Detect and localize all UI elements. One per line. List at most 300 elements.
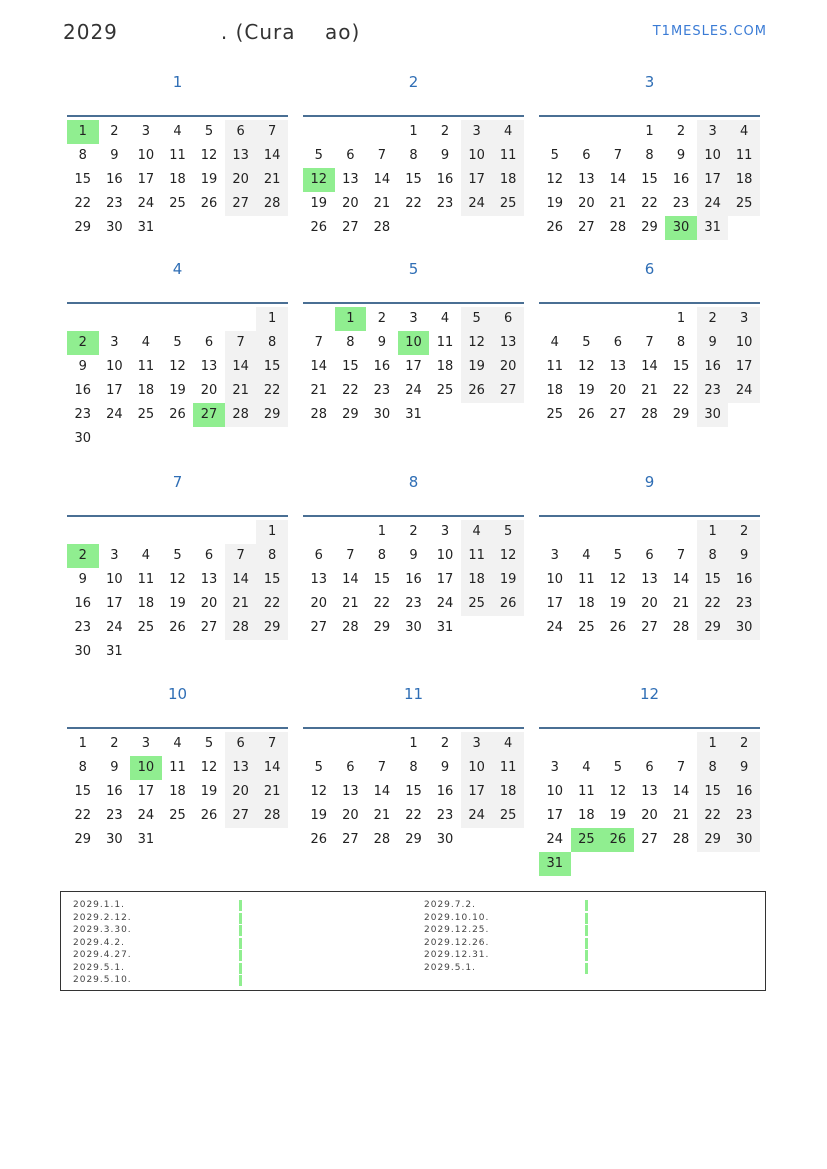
day-cell: 2 xyxy=(728,732,760,756)
day-cell: 25 xyxy=(492,804,524,828)
day-cell: 9 xyxy=(409,548,418,563)
day-cell: 11 xyxy=(492,144,524,168)
day-cell: 29 xyxy=(697,828,729,852)
day-cell: 20 xyxy=(641,596,658,611)
day-cell: 19 xyxy=(578,383,595,398)
day-cell: 21 xyxy=(672,596,690,611)
day-cell: 29 xyxy=(74,832,92,847)
day-cell: 17 xyxy=(137,784,155,799)
day-cell: 18 xyxy=(137,383,155,398)
day-cell: 19 xyxy=(492,568,524,592)
day-cell: 16 xyxy=(728,568,760,592)
day-cell: 31 xyxy=(137,220,155,235)
day-cell: 28 xyxy=(256,804,288,828)
day-cell: 6 xyxy=(225,732,257,756)
day-cell: 23 xyxy=(405,596,422,611)
day-cell: 16 xyxy=(436,784,454,799)
day-cell: 1 xyxy=(377,524,387,539)
day-cell: 22 xyxy=(74,196,92,211)
holiday-day-cell: 1 xyxy=(335,307,367,331)
day-cell: 4 xyxy=(173,736,182,751)
day-cell: 4 xyxy=(550,335,559,350)
day-cell: 24 xyxy=(106,620,123,635)
legend-date: 2029.7.2. xyxy=(424,900,476,910)
day-cell: 20 xyxy=(200,383,218,398)
day-cell: 5 xyxy=(314,760,323,775)
day-cell: 13 xyxy=(200,572,218,587)
day-cell: 16 xyxy=(672,172,690,187)
day-cell: 21 xyxy=(672,808,690,823)
day-cell: 30 xyxy=(373,407,391,422)
day-cell: 15 xyxy=(373,572,391,587)
month-title: 10 xyxy=(167,685,188,703)
day-cell: 20 xyxy=(342,196,359,211)
day-cell: 4 xyxy=(582,760,591,775)
day-cell: 14 xyxy=(373,172,391,187)
day-cell: 7 xyxy=(377,760,387,775)
day-cell: 2 xyxy=(697,307,729,331)
day-cell: 13 xyxy=(200,359,218,374)
day-cell: 1 xyxy=(256,520,288,544)
day-cell: 17 xyxy=(436,572,454,587)
day-cell: 20 xyxy=(609,383,627,398)
day-cell: 26 xyxy=(310,220,328,235)
day-cell: 21 xyxy=(373,196,391,211)
day-cell: 27 xyxy=(578,220,595,235)
day-cell: 12 xyxy=(492,544,524,568)
day-cell: 27 xyxy=(609,407,627,422)
holiday-day-cell: 27 xyxy=(193,403,225,427)
day-cell: 29 xyxy=(342,407,359,422)
legend-date: 2029.1.1. xyxy=(73,900,125,910)
day-cell: 20 xyxy=(492,355,524,379)
day-cell: 28 xyxy=(373,832,391,847)
day-cell: 3 xyxy=(697,120,729,144)
day-cell: 8 xyxy=(256,544,288,568)
day-cell: 18 xyxy=(728,168,760,192)
day-cell: 30 xyxy=(436,832,454,847)
legend-date: 2029.10.10. xyxy=(424,912,490,923)
day-cell: 2 xyxy=(110,736,119,751)
day-cell: 27 xyxy=(492,379,524,403)
day-cell: 28 xyxy=(310,407,328,422)
day-cell: 9 xyxy=(78,572,87,587)
day-cell: 23 xyxy=(106,808,123,823)
day-cell: 4 xyxy=(141,548,151,563)
holiday-day-cell: 25 xyxy=(571,828,603,852)
day-cell: 25 xyxy=(137,407,155,422)
day-cell: 13 xyxy=(310,572,328,587)
day-cell: 6 xyxy=(645,760,654,775)
month-divider xyxy=(303,302,524,304)
day-cell: 22 xyxy=(697,804,729,828)
day-cell: 16 xyxy=(106,172,123,187)
day-cell: 15 xyxy=(697,780,729,804)
day-cell: 28 xyxy=(225,403,257,427)
day-cell: 31 xyxy=(405,407,422,422)
day-cell: 5 xyxy=(204,736,214,751)
day-cell: 6 xyxy=(645,548,654,563)
holiday-day-cell: 2 xyxy=(67,544,99,568)
holiday-color-marker xyxy=(239,900,242,911)
day-cell: 17 xyxy=(546,596,564,611)
day-cell: 14 xyxy=(342,572,359,587)
day-cell: 14 xyxy=(225,355,257,379)
day-cell: 21 xyxy=(373,808,391,823)
legend-date: 2029.12.31. xyxy=(424,950,490,960)
day-cell: 12 xyxy=(310,784,328,799)
month-divider xyxy=(67,115,288,117)
day-cell: 17 xyxy=(546,808,564,823)
brand-logo[interactable]: T1MESLES.COM xyxy=(652,24,767,39)
day-cell: 12 xyxy=(609,572,627,587)
day-cell: 28 xyxy=(225,616,257,640)
day-cell: 6 xyxy=(225,120,257,144)
day-cell: 17 xyxy=(405,359,422,374)
day-cell: 4 xyxy=(141,335,151,350)
day-cell: 24 xyxy=(728,379,760,403)
day-cell: 24 xyxy=(436,596,454,611)
day-cell: 17 xyxy=(106,596,123,611)
day-cell: 3 xyxy=(110,548,119,563)
day-cell: 3 xyxy=(141,736,151,751)
day-cell: 11 xyxy=(578,572,595,587)
day-cell: 5 xyxy=(314,148,323,163)
day-cell: 4 xyxy=(440,311,450,326)
day-cell: 26 xyxy=(578,407,595,422)
day-cell: 12 xyxy=(169,359,186,374)
day-cell: 15 xyxy=(74,172,92,187)
day-cell: 7 xyxy=(613,148,623,163)
legend-date: 2029.2.12. xyxy=(73,912,132,923)
month-title: 9 xyxy=(644,473,655,491)
day-cell: 25 xyxy=(492,192,524,216)
day-cell: 25 xyxy=(578,620,595,635)
day-cell: 20 xyxy=(641,808,658,823)
day-cell: 9 xyxy=(728,544,760,568)
day-cell: 14 xyxy=(256,756,288,780)
day-cell: 16 xyxy=(373,359,391,374)
day-cell: 14 xyxy=(256,144,288,168)
day-cell: 26 xyxy=(169,620,186,635)
day-cell: 12 xyxy=(200,760,218,775)
day-cell: 28 xyxy=(672,620,690,635)
day-cell: 3 xyxy=(440,524,450,539)
day-cell: 17 xyxy=(697,168,729,192)
day-cell: 23 xyxy=(436,808,454,823)
day-cell: 7 xyxy=(645,335,654,350)
day-cell: 26 xyxy=(461,379,493,403)
day-cell: 14 xyxy=(609,172,627,187)
day-cell: 28 xyxy=(672,832,690,847)
day-cell: 6 xyxy=(204,335,214,350)
day-cell: 3 xyxy=(550,548,559,563)
day-cell: 21 xyxy=(256,168,288,192)
day-cell: 30 xyxy=(405,620,422,635)
day-cell: 5 xyxy=(461,307,493,331)
day-cell: 5 xyxy=(173,335,182,350)
day-cell: 15 xyxy=(256,568,288,592)
day-cell: 30 xyxy=(74,431,92,446)
day-cell: 3 xyxy=(409,311,418,326)
day-cell: 9 xyxy=(110,760,119,775)
day-cell: 21 xyxy=(342,596,359,611)
day-cell: 10 xyxy=(137,148,155,163)
day-cell: 21 xyxy=(225,592,257,616)
day-cell: 18 xyxy=(436,359,454,374)
month-title: 6 xyxy=(644,260,655,278)
day-cell: 9 xyxy=(377,335,387,350)
holiday-color-marker xyxy=(239,975,242,986)
day-cell: 13 xyxy=(641,572,658,587)
day-cell: 2 xyxy=(440,124,450,139)
day-cell: 6 xyxy=(613,335,623,350)
day-cell: 27 xyxy=(641,832,658,847)
day-cell: 25 xyxy=(169,196,186,211)
day-cell: 25 xyxy=(436,383,454,398)
day-cell: 19 xyxy=(310,808,328,823)
day-cell: 9 xyxy=(728,756,760,780)
month-divider xyxy=(303,115,524,117)
day-cell: 20 xyxy=(578,196,595,211)
day-cell: 25 xyxy=(546,407,564,422)
month-title: 12 xyxy=(639,685,660,703)
day-cell: 19 xyxy=(609,808,627,823)
day-cell: 3 xyxy=(461,732,493,756)
day-cell: 2 xyxy=(676,124,686,139)
day-cell: 6 xyxy=(346,148,355,163)
day-cell: 2 xyxy=(409,524,418,539)
day-cell: 23 xyxy=(672,196,690,211)
legend-date: 2029.4.2. xyxy=(73,937,125,948)
day-cell: 14 xyxy=(641,359,658,374)
month-title: 8 xyxy=(408,473,419,491)
month-title: 7 xyxy=(172,473,183,491)
day-cell: 10 xyxy=(461,756,493,780)
day-cell: 8 xyxy=(346,335,355,350)
day-cell: 13 xyxy=(225,756,257,780)
day-cell: 21 xyxy=(225,379,257,403)
day-cell: 16 xyxy=(728,780,760,804)
day-cell: 24 xyxy=(546,832,564,847)
day-cell: 16 xyxy=(74,596,92,611)
day-cell: 6 xyxy=(204,548,214,563)
day-cell: 23 xyxy=(106,196,123,211)
day-cell: 7 xyxy=(346,548,355,563)
day-cell: 28 xyxy=(609,220,627,235)
month-divider xyxy=(67,515,288,517)
legend-date: 2029.5.1. xyxy=(424,962,476,973)
day-cell: 15 xyxy=(74,784,92,799)
day-cell: 10 xyxy=(436,548,454,563)
day-cell: 6 xyxy=(314,548,323,563)
month-divider xyxy=(67,302,288,304)
day-cell: 24 xyxy=(405,383,422,398)
day-cell: 30 xyxy=(728,828,760,852)
day-cell: 22 xyxy=(697,592,729,616)
holiday-color-marker xyxy=(585,913,588,924)
holiday-color-marker xyxy=(239,963,242,974)
day-cell: 14 xyxy=(225,568,257,592)
day-cell: 24 xyxy=(106,407,123,422)
day-cell: 1 xyxy=(256,307,288,331)
day-cell: 10 xyxy=(728,331,760,355)
day-cell: 18 xyxy=(169,784,186,799)
holiday-day-cell: 12 xyxy=(303,168,335,192)
day-cell: 10 xyxy=(106,572,123,587)
day-cell: 2 xyxy=(110,124,119,139)
day-cell: 12 xyxy=(461,331,493,355)
day-cell: 27 xyxy=(225,804,257,828)
month-title: 5 xyxy=(408,260,419,278)
day-cell: 31 xyxy=(137,832,155,847)
day-cell: 1 xyxy=(676,311,686,326)
day-cell: 30 xyxy=(106,220,123,235)
day-cell: 19 xyxy=(169,596,186,611)
day-cell: 24 xyxy=(137,196,155,211)
day-cell: 27 xyxy=(310,620,328,635)
day-cell: 19 xyxy=(200,784,218,799)
day-cell: 18 xyxy=(492,168,524,192)
month-divider xyxy=(303,515,524,517)
day-cell: 7 xyxy=(256,732,288,756)
holiday-color-marker xyxy=(239,925,242,936)
holiday-day-cell: 31 xyxy=(539,852,571,876)
day-cell: 26 xyxy=(200,808,218,823)
day-cell: 22 xyxy=(342,383,359,398)
day-cell: 12 xyxy=(546,172,564,187)
day-cell: 10 xyxy=(106,359,123,374)
day-cell: 4 xyxy=(461,520,493,544)
month-divider xyxy=(539,515,760,517)
day-cell: 20 xyxy=(200,596,218,611)
month-title: 2 xyxy=(408,73,419,91)
day-cell: 13 xyxy=(342,784,359,799)
day-cell: 18 xyxy=(578,808,595,823)
holiday-color-marker xyxy=(585,950,588,961)
day-cell: 3 xyxy=(461,120,493,144)
day-cell: 16 xyxy=(74,383,92,398)
day-cell: 17 xyxy=(728,355,760,379)
day-cell: 4 xyxy=(492,732,524,756)
day-cell: 20 xyxy=(225,168,257,192)
holiday-day-cell: 10 xyxy=(398,331,430,355)
holiday-color-marker xyxy=(585,963,588,974)
day-cell: 5 xyxy=(173,548,182,563)
day-cell: 23 xyxy=(728,592,760,616)
day-cell: 29 xyxy=(697,616,729,640)
day-cell: 5 xyxy=(582,335,591,350)
day-cell: 18 xyxy=(461,568,493,592)
day-cell: 12 xyxy=(609,784,627,799)
month-divider xyxy=(539,727,760,729)
day-cell: 21 xyxy=(310,383,328,398)
day-cell: 11 xyxy=(169,148,186,163)
day-cell: 17 xyxy=(137,172,155,187)
day-cell: 10 xyxy=(546,572,564,587)
day-cell: 8 xyxy=(377,548,387,563)
day-cell: 24 xyxy=(461,192,493,216)
day-cell: 27 xyxy=(342,220,359,235)
day-cell: 4 xyxy=(582,548,591,563)
day-cell: 13 xyxy=(225,144,257,168)
day-cell: 27 xyxy=(342,832,359,847)
holiday-day-cell: 30 xyxy=(665,216,697,240)
day-cell: 8 xyxy=(676,335,686,350)
day-cell: 24 xyxy=(461,804,493,828)
day-cell: 9 xyxy=(110,148,119,163)
day-cell: 10 xyxy=(546,784,564,799)
day-cell: 16 xyxy=(106,784,123,799)
holiday-color-marker xyxy=(239,913,242,924)
month-title: 1 xyxy=(172,73,183,91)
day-cell: 8 xyxy=(409,148,418,163)
day-cell: 8 xyxy=(78,148,87,163)
day-cell: 26 xyxy=(609,620,627,635)
day-cell: 30 xyxy=(728,616,760,640)
day-cell: 30 xyxy=(697,403,729,427)
day-cell: 3 xyxy=(141,124,151,139)
legend-date: 2029.5.1. xyxy=(73,962,125,973)
day-cell: 22 xyxy=(256,379,288,403)
day-cell: 11 xyxy=(436,335,454,350)
day-cell: 28 xyxy=(373,220,391,235)
day-cell: 14 xyxy=(672,784,690,799)
day-cell: 29 xyxy=(256,616,288,640)
day-cell: 20 xyxy=(342,808,359,823)
day-cell: 22 xyxy=(405,196,422,211)
holiday-day-cell: 10 xyxy=(130,756,162,780)
day-cell: 25 xyxy=(728,192,760,216)
day-cell: 6 xyxy=(492,307,524,331)
day-cell: 28 xyxy=(342,620,359,635)
day-cell: 7 xyxy=(225,544,257,568)
day-cell: 17 xyxy=(461,780,493,804)
legend-date: 2029.12.25. xyxy=(424,925,490,935)
day-cell: 13 xyxy=(492,331,524,355)
day-cell: 8 xyxy=(697,544,729,568)
day-cell: 15 xyxy=(405,172,422,187)
day-cell: 2 xyxy=(728,520,760,544)
day-cell: 31 xyxy=(436,620,454,635)
day-cell: 30 xyxy=(74,644,92,659)
day-cell: 4 xyxy=(173,124,182,139)
day-cell: 5 xyxy=(550,148,559,163)
day-cell: 24 xyxy=(697,192,729,216)
day-cell: 28 xyxy=(256,192,288,216)
day-cell: 8 xyxy=(256,331,288,355)
day-cell: 6 xyxy=(346,760,355,775)
day-cell: 27 xyxy=(641,620,658,635)
day-cell: 5 xyxy=(613,548,623,563)
day-cell: 18 xyxy=(578,596,595,611)
day-cell: 17 xyxy=(106,383,123,398)
day-cell: 14 xyxy=(373,784,391,799)
day-cell: 31 xyxy=(106,644,123,659)
day-cell: 11 xyxy=(578,784,595,799)
day-cell: 20 xyxy=(310,596,328,611)
day-cell: 5 xyxy=(492,520,524,544)
day-cell: 25 xyxy=(137,620,155,635)
holiday-color-marker xyxy=(585,900,588,911)
day-cell: 23 xyxy=(373,383,391,398)
day-cell: 11 xyxy=(546,359,564,374)
day-cell: 23 xyxy=(74,407,92,422)
day-cell: 1 xyxy=(78,736,87,751)
day-cell: 8 xyxy=(697,756,729,780)
month-divider xyxy=(539,302,760,304)
month-divider xyxy=(303,727,524,729)
